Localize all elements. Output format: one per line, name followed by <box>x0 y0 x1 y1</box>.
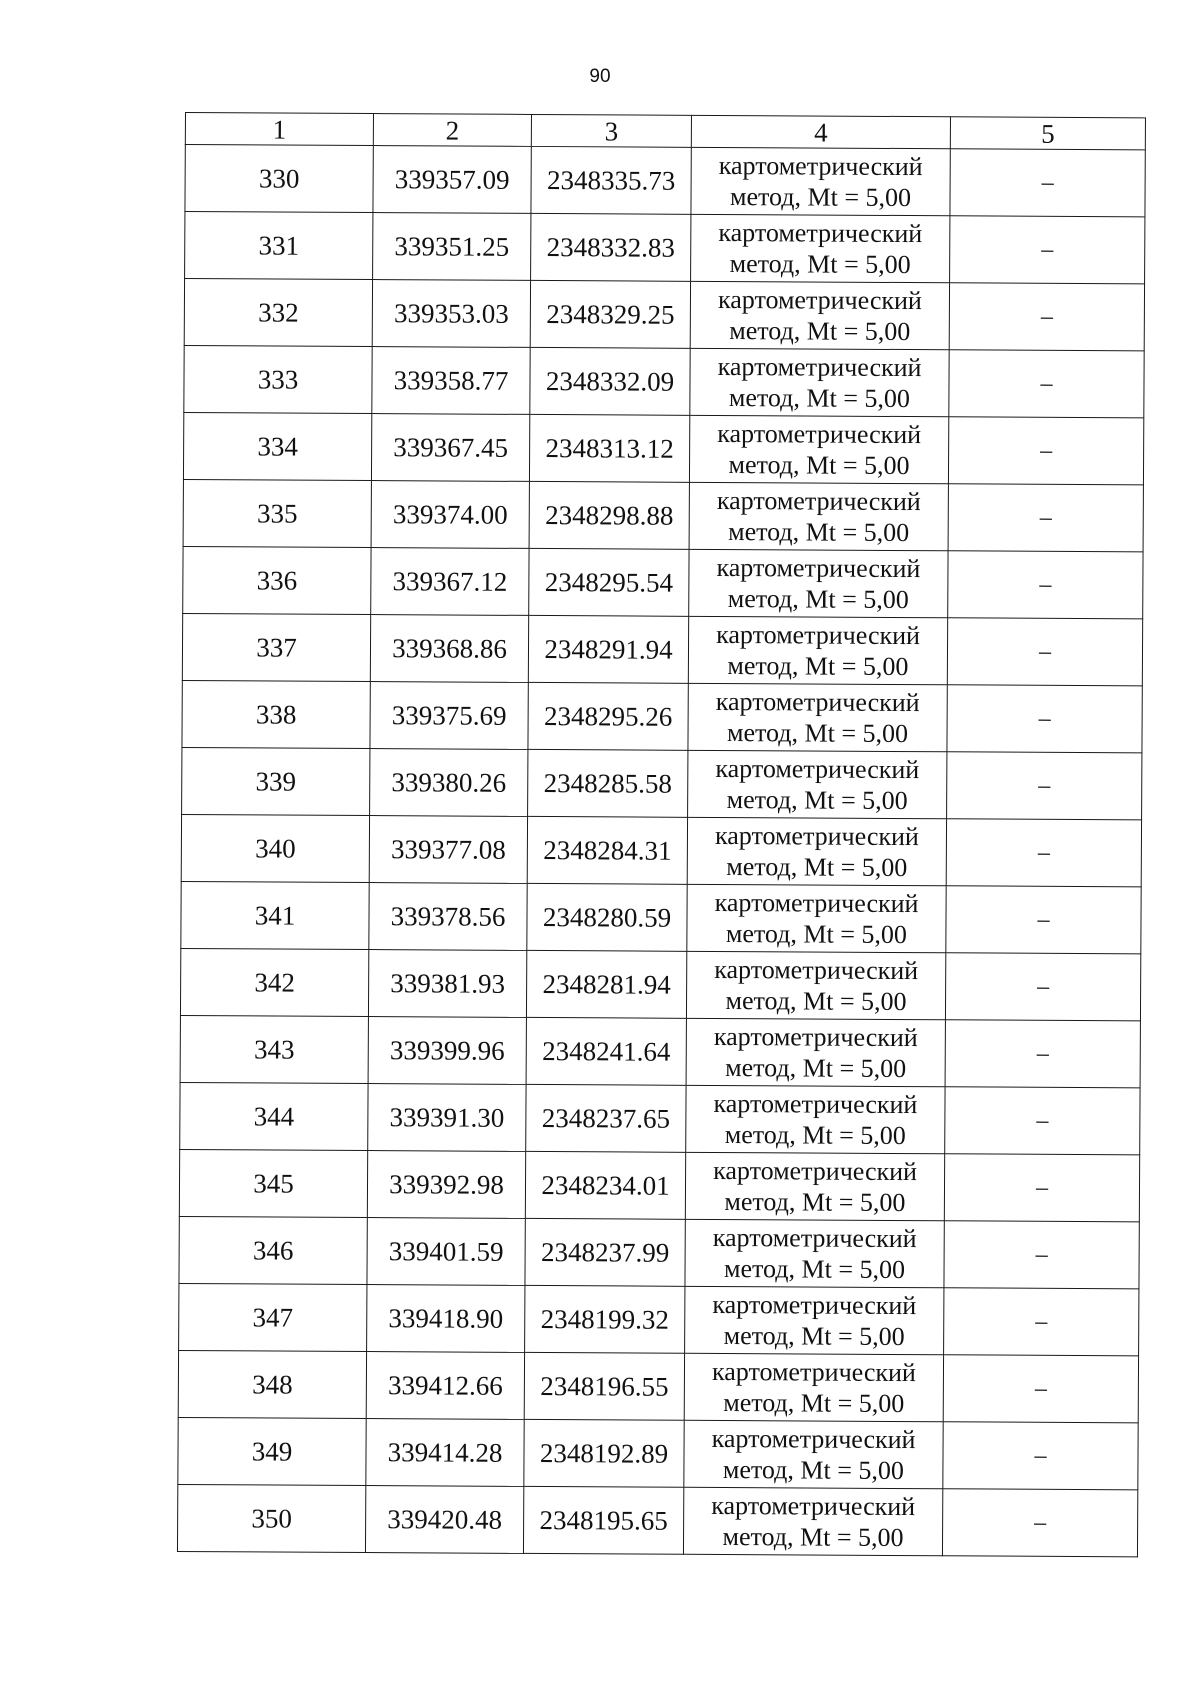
method-line-1: картометрический <box>716 485 921 517</box>
col5-dash-cell: – <box>949 350 1144 418</box>
point-number-cell: 334 <box>183 412 371 480</box>
y-coordinate-cell: 2348199.32 <box>525 1285 685 1353</box>
col5-dash-cell: – <box>942 1489 1137 1557</box>
table-row <box>185 212 1145 284</box>
method-cell <box>683 1487 942 1555</box>
method-line-2: метод, Mt = 5,00 <box>727 651 909 682</box>
method-line-1: картометрический <box>711 1356 916 1388</box>
point-number-cell: 344 <box>180 1082 368 1150</box>
method-line-2: метод, Mt = 5,00 <box>728 450 910 481</box>
table-header <box>185 113 1145 150</box>
method-line-1: картометрический <box>713 1155 918 1187</box>
x-coordinate-cell: 339367.12 <box>371 548 529 616</box>
col5-dash-cell: – <box>948 417 1143 485</box>
point-number-cell: 349 <box>178 1417 366 1485</box>
col5-dash-cell: – <box>948 484 1143 552</box>
table-body <box>177 145 1145 1557</box>
method-cell <box>685 1152 944 1220</box>
point-number-cell: 330 <box>185 145 373 213</box>
y-coordinate-cell: 2348284.31 <box>527 816 687 884</box>
method-line-2: метод, Mt = 5,00 <box>723 1388 905 1419</box>
point-number-cell: 340 <box>181 814 369 882</box>
col5-dash-cell: – <box>947 618 1142 686</box>
method-line-1: картометрический <box>714 820 919 852</box>
method-line-1: картометрический <box>717 351 922 383</box>
col5-dash-cell: – <box>945 1087 1140 1155</box>
method-line-1: картометрический <box>712 1222 917 1254</box>
y-coordinate-cell: 2348281.94 <box>526 950 686 1018</box>
col5-dash-cell: – <box>943 1422 1138 1490</box>
table-row <box>178 1350 1138 1422</box>
col5-dash-cell: – <box>947 752 1142 820</box>
x-coordinate-cell: 339358.77 <box>372 347 530 415</box>
x-coordinate-cell: 339392.98 <box>367 1151 525 1219</box>
y-coordinate-cell: 2348237.65 <box>526 1084 686 1152</box>
table-row <box>180 948 1140 1020</box>
x-coordinate-cell: 339380.26 <box>370 749 528 817</box>
x-coordinate-cell: 339357.09 <box>373 146 531 214</box>
coordinates-table <box>177 112 1146 1557</box>
point-number-cell: 343 <box>180 1015 368 1083</box>
method-line-2: метод, Mt = 5,00 <box>724 1187 906 1218</box>
method-line-2: метод, Mt = 5,00 <box>725 986 907 1017</box>
table-row <box>185 145 1145 217</box>
point-number-cell: 332 <box>184 279 372 347</box>
x-coordinate-cell: 339381.93 <box>368 950 526 1018</box>
point-number-cell: 338 <box>182 680 370 748</box>
method-cell <box>689 549 948 617</box>
method-cell <box>688 750 947 818</box>
table-row <box>179 1149 1139 1221</box>
point-number-cell: 331 <box>185 212 373 280</box>
method-line-2: метод, Mt = 5,00 <box>725 1053 907 1084</box>
point-number-cell: 333 <box>184 345 372 413</box>
col5-dash-cell: – <box>945 1020 1140 1088</box>
method-cell <box>684 1353 943 1421</box>
method-cell <box>685 1286 944 1354</box>
point-number-cell: 346 <box>179 1216 367 1284</box>
method-line-1: картометрический <box>712 1289 917 1321</box>
point-number-cell: 345 <box>179 1149 367 1217</box>
method-cell <box>691 147 950 215</box>
y-coordinate-cell: 2348329.25 <box>530 280 690 348</box>
method-line-2: метод, Mt = 5,00 <box>728 517 910 548</box>
col5-dash-cell: – <box>950 216 1145 284</box>
table-row <box>183 412 1143 484</box>
header-col-5: 5 <box>950 117 1145 150</box>
method-line-2: метод, Mt = 5,00 <box>725 919 907 950</box>
col5-dash-cell: – <box>946 886 1141 954</box>
col5-dash-cell: – <box>950 149 1145 217</box>
x-coordinate-cell: 339351.25 <box>373 213 531 281</box>
y-coordinate-cell: 2348192.89 <box>524 1419 684 1487</box>
method-cell <box>689 482 948 550</box>
x-coordinate-cell: 339374.00 <box>371 481 529 549</box>
method-line-2: метод, Mt = 5,00 <box>728 383 910 414</box>
method-line-1: картометрический <box>711 1490 916 1522</box>
method-line-1: картометрический <box>713 1021 918 1053</box>
method-cell <box>686 1085 945 1153</box>
point-number-cell: 342 <box>180 948 368 1016</box>
x-coordinate-cell: 339367.45 <box>371 414 529 482</box>
y-coordinate-cell: 2348295.54 <box>529 548 689 616</box>
method-line-2: метод, Mt = 5,00 <box>729 316 911 347</box>
table-row <box>180 1015 1140 1087</box>
table-row <box>179 1283 1139 1355</box>
y-coordinate-cell: 2348237.99 <box>525 1218 685 1286</box>
method-line-2: метод, Mt = 5,00 <box>723 1321 905 1352</box>
method-line-1: картометрический <box>713 1088 918 1120</box>
method-line-2: метод, Mt = 5,00 <box>729 249 911 280</box>
method-cell <box>690 281 949 349</box>
method-line-2: метод, Mt = 5,00 <box>729 182 912 213</box>
y-coordinate-cell: 2348332.09 <box>530 347 690 415</box>
y-coordinate-cell: 2348241.64 <box>526 1017 686 1085</box>
y-coordinate-cell: 2348285.58 <box>528 749 688 817</box>
table-row <box>183 479 1143 551</box>
point-number-cell: 347 <box>179 1283 367 1351</box>
table-row <box>183 546 1143 618</box>
point-number-cell: 335 <box>183 479 371 547</box>
header-col-2: 2 <box>373 114 531 147</box>
table-row <box>181 814 1141 886</box>
col5-dash-cell: – <box>943 1355 1138 1423</box>
x-coordinate-cell: 339418.90 <box>367 1285 525 1353</box>
x-coordinate-cell: 339378.56 <box>369 883 527 951</box>
method-cell <box>685 1219 944 1287</box>
col5-dash-cell: – <box>944 1154 1139 1222</box>
point-number-cell: 337 <box>182 613 370 681</box>
y-coordinate-cell: 2348332.83 <box>531 213 691 281</box>
x-coordinate-cell: 339414.28 <box>366 1419 524 1487</box>
y-coordinate-cell: 2348291.94 <box>528 615 688 683</box>
x-coordinate-cell: 339399.96 <box>368 1017 526 1085</box>
x-coordinate-cell: 339391.30 <box>368 1084 526 1152</box>
col5-dash-cell: – <box>947 685 1142 753</box>
table-row <box>180 1082 1140 1154</box>
x-coordinate-cell: 339412.66 <box>366 1352 524 1420</box>
table-row <box>179 1216 1139 1288</box>
method-line-2: метод, Mt = 5,00 <box>727 584 909 615</box>
method-line-1: картометрический <box>715 753 920 785</box>
col5-dash-cell: – <box>946 819 1141 887</box>
method-cell <box>687 884 946 952</box>
y-coordinate-cell: 2348295.26 <box>528 682 688 750</box>
y-coordinate-cell: 2348280.59 <box>527 883 687 951</box>
table-row <box>181 881 1141 953</box>
method-line-1: картометрический <box>718 217 923 249</box>
x-coordinate-cell: 339377.08 <box>369 816 527 884</box>
header-col-1: 1 <box>185 113 373 146</box>
method-cell <box>684 1420 943 1488</box>
y-coordinate-cell: 2348195.65 <box>523 1486 683 1554</box>
method-line-2: метод, Mt = 5,00 <box>724 1120 906 1151</box>
method-line-2: метод, Mt = 5,00 <box>726 785 908 816</box>
method-cell <box>688 683 947 751</box>
method-cell <box>686 1018 945 1086</box>
method-line-1: картометрический <box>714 887 919 919</box>
table-row <box>177 1484 1137 1556</box>
method-cell <box>688 616 947 684</box>
col5-dash-cell: – <box>944 1221 1139 1289</box>
method-line-1: картометрический <box>711 1423 916 1455</box>
col5-dash-cell: – <box>948 551 1143 619</box>
method-cell <box>686 951 945 1019</box>
method-line-2: метод, Mt = 5,00 <box>722 1522 904 1553</box>
method-line-1: картометрический <box>716 619 921 651</box>
table-row <box>184 279 1144 351</box>
point-number-cell: 336 <box>183 546 371 614</box>
y-coordinate-cell: 2348313.12 <box>529 414 689 482</box>
header-col-4: 4 <box>691 115 950 148</box>
table-row <box>184 345 1144 417</box>
y-coordinate-cell: 2348196.55 <box>524 1352 684 1420</box>
method-line-1: картометрический <box>714 954 919 986</box>
point-number-cell: 350 <box>177 1484 365 1552</box>
method-line-1: картометрический <box>716 552 921 584</box>
x-coordinate-cell: 339401.59 <box>367 1218 525 1286</box>
method-line-2: метод, Mt = 5,00 <box>726 852 908 883</box>
method-cell <box>687 817 946 885</box>
method-line-1: картометрический <box>718 150 923 182</box>
method-line-1: картометрический <box>717 284 922 316</box>
method-cell <box>690 348 949 416</box>
header-row <box>185 113 1145 150</box>
table-row <box>178 1417 1138 1489</box>
table-row <box>182 613 1142 685</box>
method-line-2: метод, Mt = 5,00 <box>723 1254 906 1285</box>
table-row <box>182 747 1142 819</box>
x-coordinate-cell: 339420.48 <box>365 1486 523 1554</box>
method-line-2: метод, Mt = 5,00 <box>726 718 909 749</box>
method-cell <box>691 214 950 282</box>
x-coordinate-cell: 339353.03 <box>372 280 530 348</box>
point-number-cell: 348 <box>178 1350 366 1418</box>
point-number-cell: 339 <box>182 747 370 815</box>
method-cell <box>689 415 948 483</box>
y-coordinate-cell: 2348335.73 <box>531 146 691 214</box>
method-line-1: картометрический <box>717 418 922 450</box>
method-line-1: картометрический <box>715 686 920 718</box>
y-coordinate-cell: 2348298.88 <box>529 481 689 549</box>
col5-dash-cell: – <box>944 1288 1139 1356</box>
col5-dash-cell: – <box>945 953 1140 1021</box>
point-number-cell: 341 <box>181 881 369 949</box>
y-coordinate-cell: 2348234.01 <box>525 1151 685 1219</box>
x-coordinate-cell: 339368.86 <box>370 615 528 683</box>
header-col-3: 3 <box>531 114 691 147</box>
page-number: 90 <box>589 66 611 87</box>
method-line-2: метод, Mt = 5,00 <box>722 1455 905 1486</box>
table-row <box>182 680 1142 752</box>
x-coordinate-cell: 339375.69 <box>370 682 528 750</box>
col5-dash-cell: – <box>949 283 1144 351</box>
